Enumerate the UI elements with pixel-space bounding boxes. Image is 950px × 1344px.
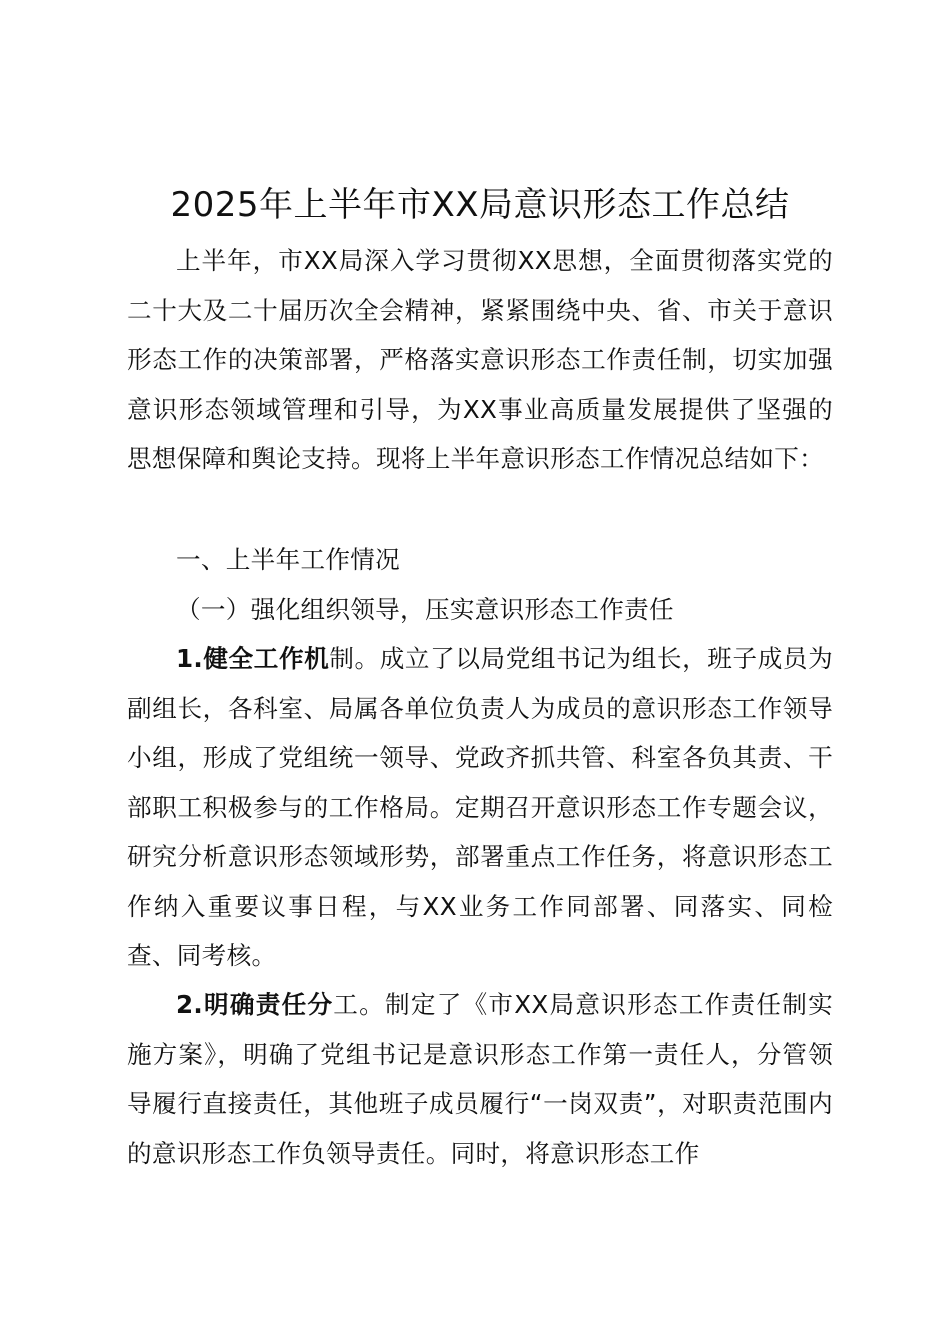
- subsection-heading: （一）强化组织领导，压实意识形态工作责任: [176, 595, 674, 624]
- item-1-body: 制。成立了以局党组书记为组长，班子成员为副组长，各科室、局属各单位负责人为成员的意识形态工作领导小组，形成了党组统一领导、党政齐抓共管、科室各负其责、干部职工积极参与的工作格局。定期召开意识形态工作专题会议，研究分析意识形态领域形势，部署重点工作任务，将意识形态工作纳入重要议事日程，与XX业务工作同部署、同落实、同检查、同考核。: [127, 644, 833, 970]
- section-heading: 一、上半年工作情况: [176, 545, 401, 574]
- item-2-lead: 2.明确责任分: [176, 990, 334, 1019]
- item-1-paragraph: [127, 634, 833, 981]
- item-1-lead: 1.健全工作机: [176, 644, 330, 673]
- intro-paragraph: 上半年，市XX局深入学习贯彻XX思想，全面贯彻落实党的二十大及二十届历次全会精神，紧紧围绕中央、省、市关于意识形态工作的决策部署，严格落实意识形态工作责任制，切实加强意识形态领域管理和引导，为XX事业高质量发展提供了坚强的思想保障和舆论支持。现将上半年意识形态工作情况总结如下：: [127, 246, 833, 473]
- item-2-body: 工。制定了《市XX局意识形态工作责任制实施方案》，明确了党组书记是意识形态工作第一责任人，分管领导履行直接责任，其他班子成员履行“一岗双责”，对职责范围内的意识形态工作负领导责任。同时，将意识形态工作: [127, 990, 833, 1168]
- item-2-paragraph: [127, 980, 833, 1178]
- document-title: 2025年上半年市XX局意识形态工作总结: [170, 185, 790, 225]
